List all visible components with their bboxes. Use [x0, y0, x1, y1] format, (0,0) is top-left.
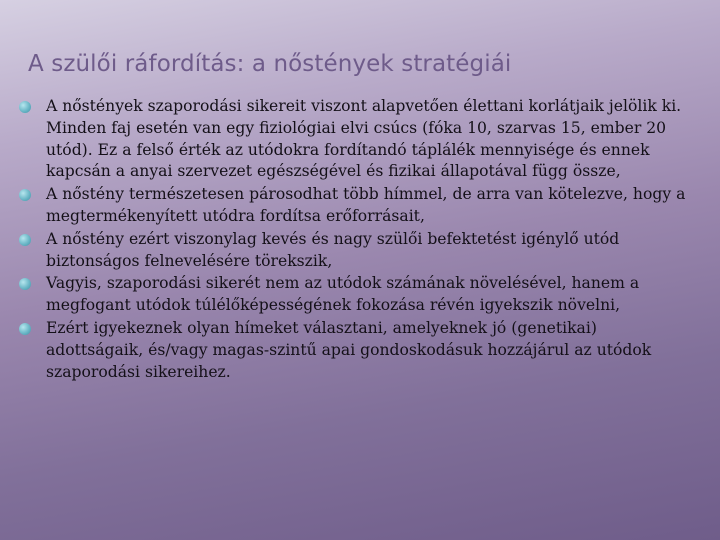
bullet-dot-icon	[19, 323, 31, 335]
slide-title: A szülői ráfordítás: a nőstények stratégiái	[28, 51, 512, 77]
bullet-text: A nőstény ezért viszonylag kevés és nagy szülői befektetést igénylő utód biztonságos felnevelésére törekszik,	[46, 229, 620, 270]
bullet-item	[18, 229, 698, 273]
bullet-dot-icon	[19, 101, 31, 113]
bullet-dot-icon	[19, 189, 31, 201]
bullet-text: A nőstény természetesen párosodhat több hímmel, de arra van kötelezve, hogy a megtermékenyített utódra fordítsa erőforrásait,	[46, 185, 686, 225]
bullet-item	[18, 184, 698, 228]
bullet-dot-icon	[19, 234, 31, 246]
bullet-item	[18, 318, 698, 383]
bullet-text: Vagyis, szaporodási sikerét nem az utódok számának növelésével, hanem a megfogant utódok túlélőképességének fokozása révén igyekszik növelni,	[46, 274, 640, 315]
bullet-item	[18, 96, 698, 183]
bullet-dot-icon	[19, 278, 31, 290]
bullet-item	[18, 273, 698, 317]
bullet-text: Ezért igyekeznek olyan hímeket választani, amelyeknek jó (genetikai) adottságaik, és/vagy magas-szintű apai gondoskodásuk hozzájárul az utódok szaporodási sikereihez.	[46, 318, 652, 381]
bullet-list	[18, 96, 698, 384]
bullet-text: A nőstények szaporodási sikereit viszont alapvetően élettani korlátjaik jelölik ki. Minden faj esetén van egy fiziológiai elvi csúcs (fóka 10, szarvas 15, ember 20 utód). Ez a felső érték az utódokra fordítandó táplálék mennyisége és ennek kapcsán a anyai szervezet egészségével és fizikai állapotával függ össze,	[46, 97, 682, 181]
